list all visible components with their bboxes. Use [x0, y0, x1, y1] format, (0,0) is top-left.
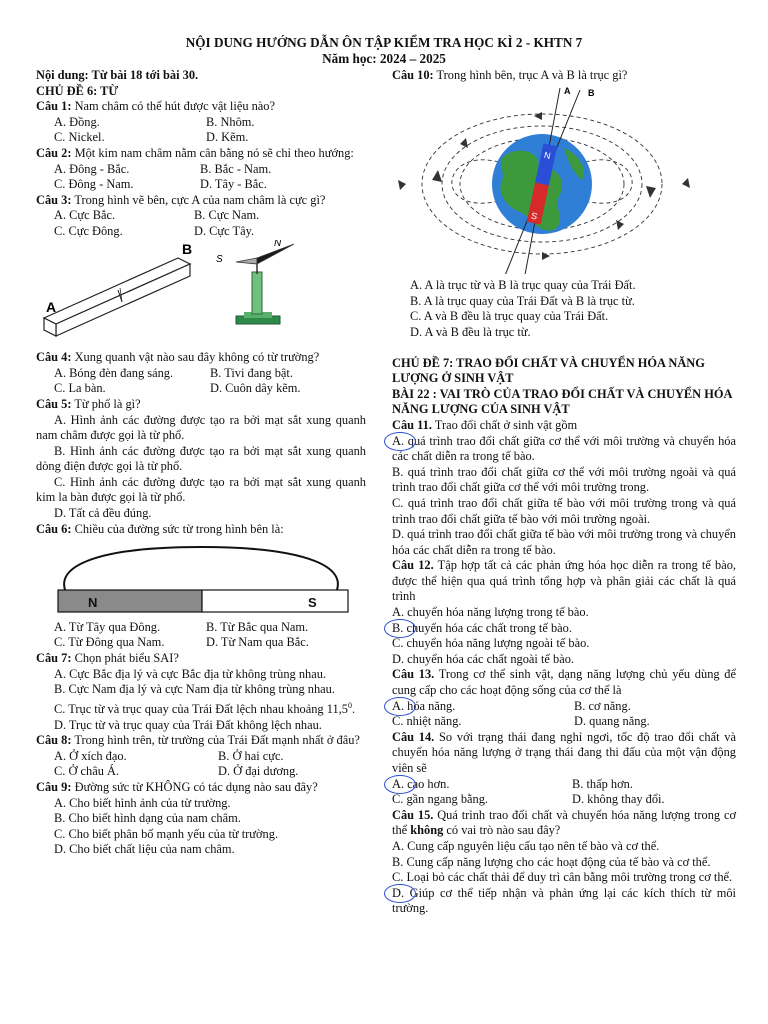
- q13-option-a: A. hóa năng.: [392, 698, 456, 713]
- q7-option-a: A. Cực Bắc địa lý và cực Bắc địa từ không trùng nhau.: [54, 666, 327, 681]
- q10-option-d: D. A và B đều là trục từ.: [410, 324, 531, 339]
- q15-option-b: B. Cung cấp năng lượng cho các hoạt động của tế bào và cơ thể.: [392, 854, 711, 869]
- q9-option-a: A. Cho biết hình ảnh của từ trường.: [54, 795, 231, 810]
- q11-label: Câu 11.: [392, 417, 432, 432]
- fig-pole-s: S: [308, 595, 317, 611]
- answer-circle-q14: [384, 775, 416, 794]
- q14-option-a: A. cao hơn.: [392, 776, 450, 791]
- question-4: [36, 350, 366, 397]
- answer-circle-q11: [384, 432, 416, 451]
- q15-label: Câu 15.: [392, 807, 434, 822]
- q8-option-c: C. Ở châu Á.: [54, 764, 120, 779]
- q9-option-c: C. Cho biết phân bố mạnh yếu của từ trường.: [54, 826, 279, 841]
- q1-option-b: B. Nhôm.: [206, 114, 255, 129]
- question-6: [36, 522, 366, 651]
- q2-label: Câu 2:: [36, 145, 72, 160]
- fig-label-b: B: [182, 240, 193, 257]
- bar-magnet-compass-figure: [36, 240, 366, 350]
- school-year: Năm học: 2024 – 2025: [322, 51, 446, 66]
- q2-option-b: B. Bắc - Nam.: [200, 161, 272, 176]
- q5-option-b: B. Hình ảnh các đường được tạo ra bởi mạt sắt xung quanh dòng điện được gọi là từ phổ.: [36, 443, 366, 474]
- q6-option-b: B. Từ Bắc qua Nam.: [206, 619, 309, 634]
- q9-label: Câu 9:: [36, 779, 72, 794]
- fig10-pole-n: N: [543, 149, 552, 161]
- q9-option-b: B. Cho biết hình dạng của nam châm.: [54, 811, 241, 826]
- q15-option-c: C. Loại bỏ các chất thải để duy trì cân bằng môi trường trong cơ thể.: [392, 870, 733, 885]
- q5-option-c: C. Hình ảnh các đường được tạo ra bởi mạt sắt xung quanh kim la bàn được gọi là từ phổ.: [36, 474, 366, 505]
- q11-option-c: C. quá trình trao đổi chất giữa tế bào với môi trường trong và quá trình trao đổi chất giữa tế bào với môi trường ngoài.: [392, 495, 736, 526]
- scope-text: Nội dung: Từ bài 18 tới bài 30.: [36, 68, 199, 82]
- question-14: [392, 730, 736, 808]
- q6-text: Chiều của đường sức từ trong hình bên là:: [71, 521, 284, 536]
- fig10-pole-s: S: [530, 210, 539, 222]
- q14-option-c: C. gần ngang bằng.: [392, 792, 489, 807]
- lesson-22-heading: BÀI 22 : VAI TRÒ CỦA TRAO ĐỔI CHẤT VÀ CHUYỂN HÓA NĂNG LƯỢNG CỦA SINH VẬT: [392, 386, 732, 417]
- q13-option-d: D. quang năng.: [574, 714, 650, 729]
- q4-option-d: D. Cuôn dây kẽm.: [210, 381, 301, 396]
- q3-text: Trong hình vẽ bên, cực A của nam châm là cực gì?: [71, 192, 326, 207]
- q15-text-1: Quá trình trao đổi chất và chuyển hóa năng lượng trong cơ thể: [392, 807, 736, 838]
- q1-option-a: A. Đồng.: [54, 114, 100, 129]
- q11-option-a: A. quá trình trao đổi chất giữa cơ thể với môi trường và chuyển hóa các chất diễn ra trong tế bào.: [392, 433, 736, 464]
- q13-label: Câu 13.: [392, 667, 435, 682]
- q6-option-c: C. Từ Đông qua Nam.: [54, 635, 165, 650]
- page-title: NỘI DUNG HƯỚNG DẪN ÔN TẬP KIỂM TRA HỌC KÌ 2 - KHTN 7: [185, 35, 583, 50]
- question-8: [36, 733, 366, 780]
- q3-option-d: D. Cực Tây.: [194, 223, 255, 238]
- q5-option-a: A. Hình ảnh các đường được tạo ra bởi mạt sắt xung quanh nam châm được gọi là từ phổ.: [36, 412, 366, 443]
- question-9: [36, 780, 366, 858]
- earth-magnetic-field-figure: [392, 84, 736, 274]
- fig-label-s: S: [216, 253, 223, 265]
- question-15: [392, 808, 736, 917]
- q7-label: Câu 7:: [36, 651, 72, 666]
- fig10-label-b: B: [588, 87, 595, 98]
- q2-option-d: D. Tây - Bắc.: [200, 177, 267, 192]
- q5-label: Câu 5:: [36, 396, 72, 411]
- question-1: [36, 99, 366, 146]
- q8-option-b: B. Ở hai cực.: [218, 748, 284, 763]
- q12-option-b: B. chuyển hóa các chất trong tế bào.: [392, 620, 572, 635]
- q14-option-b: B. thấp hơn.: [572, 776, 633, 791]
- fig-label-n: N: [274, 239, 282, 249]
- q15-text-2: có vai trò nào sau đây?: [443, 823, 561, 838]
- q15-bold-word: không: [410, 823, 444, 838]
- question-11: [392, 418, 736, 558]
- q4-label: Câu 4:: [36, 350, 72, 365]
- answer-circle-q15: [384, 884, 416, 903]
- q15-option-a: A. Cung cấp nguyên liệu cấu tạo nên tế bào và cơ thể.: [392, 838, 660, 853]
- q4-option-b: B. Tivi đang bật.: [210, 365, 293, 380]
- q14-label: Câu 14.: [392, 729, 435, 744]
- q1-text: Nam châm có thể hút được vật liệu nào?: [71, 99, 276, 114]
- q15-option-d: D. Giúp cơ thể tiếp nhận và phản ứng lại các kích thích từ môi trường.: [392, 885, 736, 916]
- q3-option-b: B. Cực Nam.: [194, 208, 260, 223]
- question-10: [392, 68, 736, 341]
- q4-text: Xung quanh vật nào sau đây không có từ trường?: [71, 350, 320, 365]
- q12-option-a: A. chuyển hóa năng lượng trong tế bào.: [392, 605, 589, 620]
- q4-option-c: C. La bàn.: [54, 381, 106, 396]
- q10-option-b: B. A là trục quay của Trái Đất và B là trục từ.: [410, 293, 635, 308]
- q11-option-b: B. quá trình trao đổi chất giữa cơ thể với môi trường ngoài và quá trình trao đổi chất giữa cơ thể với môi trường trong.: [392, 464, 736, 495]
- q8-text: Trong hình trên, từ trường của Trái Đất mạnh nhất ở đâu?: [71, 733, 360, 748]
- q13-option-c: C. nhiệt năng.: [392, 714, 462, 729]
- q10-label: Câu 10:: [392, 68, 434, 82]
- fig10-label-a: A: [564, 85, 571, 96]
- q1-option-d: D. Kẽm.: [206, 130, 249, 145]
- q6-option-d: D. Từ Nam qua Bắc.: [206, 635, 309, 650]
- q7-option-c-sup: 0: [347, 700, 352, 710]
- q1-option-c: C. Nickel.: [54, 130, 105, 145]
- q5-option-d: D. Tất cả đều đúng.: [54, 506, 152, 521]
- q12-option-c: C. chuyển hóa năng lượng ngoài tế bào.: [392, 636, 590, 651]
- fig-label-a: A: [46, 298, 57, 315]
- q10-option-c: C. A và B đều là trục quay của Trái Đất.: [410, 309, 609, 324]
- q7-option-c: C. Trục từ và trục quay của Trái Đất lệch nhau khoảng 11,5: [54, 701, 348, 716]
- q10-text: Trong hình bên, trục A và B là trục gì?: [433, 68, 628, 82]
- question-3: [36, 193, 366, 354]
- question-12: [392, 558, 736, 667]
- q11-text: Trao đổi chất ở sinh vật gồm: [431, 417, 578, 432]
- q8-label: Câu 8:: [36, 733, 72, 748]
- question-5: [36, 397, 366, 522]
- q2-option-a: A. Đông - Bắc.: [54, 161, 130, 176]
- q14-text: So với trạng thái đang nghỉ ngơi, tốc độ trao đổi chất và chuyển hóa năng lượng ở trạng thái đang thi đấu của một vận động viên sẽ: [392, 729, 736, 775]
- q12-option-d: D. chuyển hóa các chất ngoài tế bào.: [392, 651, 574, 666]
- topic-7-heading: CHỦ ĐỀ 7: TRAO ĐỔI CHẤT VÀ CHUYỂN HÓA NĂNG LƯỢNG Ở SINH VẬT: [392, 355, 705, 386]
- q9-option-d: D. Cho biết chất liệu của nam châm.: [54, 842, 235, 857]
- q6-label: Câu 6:: [36, 521, 72, 536]
- topic-6-heading: CHỦ ĐỀ 6: TỪ: [36, 83, 119, 98]
- q3-option-c: C. Cực Đông.: [54, 223, 123, 238]
- q12-text: Tập hợp tất cả các phản ứng hóa học diễn ra trong tế bào, được thể hiện qua quá trình tổng hợp và phân giải các chất là quá trình: [392, 558, 737, 604]
- q7-text: Chọn phát biểu SAI?: [71, 651, 179, 666]
- q10-option-a: A. A là trục từ và B là trục quay của Trái Đất.: [410, 278, 636, 293]
- q3-label: Câu 3:: [36, 192, 72, 207]
- left-column: [36, 68, 366, 858]
- q5-text: Từ phổ là gì?: [71, 396, 141, 411]
- q6-option-a: A. Từ Tây qua Đông.: [54, 619, 161, 634]
- q12-label: Câu 12.: [392, 558, 434, 573]
- right-column: [392, 68, 736, 917]
- bar-magnet-field-figure: [36, 537, 366, 615]
- q8-option-a: A. Ở xích đạo.: [54, 748, 127, 763]
- q7-option-c-end: .: [351, 701, 356, 716]
- q2-option-c: C. Đông - Nam.: [54, 177, 134, 192]
- q8-option-d: D. Ở đại dương.: [218, 764, 299, 779]
- q4-option-a: A. Bóng đèn đang sáng.: [54, 365, 174, 380]
- fig-pole-n: N: [88, 595, 98, 611]
- q13-text: Trong cơ thể sinh vật, dạng năng lượng chủ yếu dùng để cung cấp cho các hoạt động sống của cơ thể là: [392, 667, 736, 698]
- question-7: [36, 651, 366, 733]
- answer-circle-q12: [384, 619, 416, 638]
- q3-option-a: A. Cực Bắc.: [54, 208, 116, 223]
- q14-option-d: D. không thay đổi.: [572, 792, 665, 807]
- q9-text: Đường sức từ KHÔNG có tác dụng nào sau đây?: [71, 779, 318, 794]
- q1-label: Câu 1:: [36, 99, 72, 114]
- question-13: [392, 667, 736, 729]
- answer-circle-q13: [384, 697, 416, 716]
- question-2: [36, 146, 366, 193]
- q13-option-b: B. cơ năng.: [574, 698, 631, 713]
- q7-option-b: B. Cực Nam địa lý và cực Nam địa từ không trùng nhau.: [54, 682, 335, 697]
- q7-option-d: D. Trục từ và trục quay của Trái Đất không lệch nhau.: [54, 717, 322, 732]
- q11-option-d: D. quá trình trao đổi chất giữa tế bào với môi trường trong và chuyển hóa các chất diễn ra trong tế bào.: [392, 527, 736, 557]
- q2-text: Một kim nam châm nằm cân bằng nó sẽ chỉ theo hướng:: [71, 145, 354, 160]
